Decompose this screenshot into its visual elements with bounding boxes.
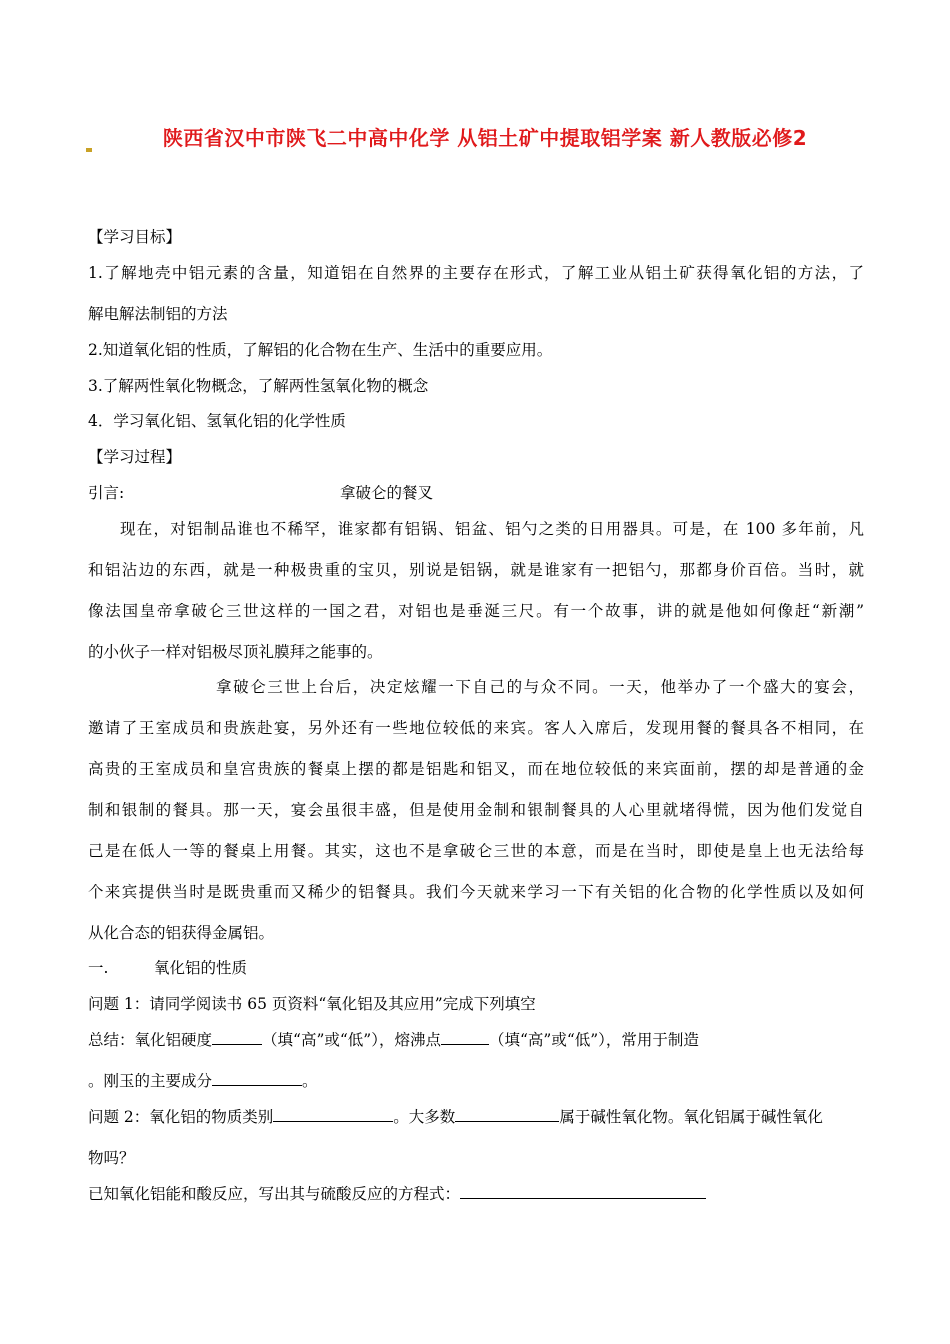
story-para2-line-3: 高贵的王室成员和皇宫贵族的餐桌上摆的都是铝匙和铝叉，而在地位较低的来宾面前，摆的却是普通的金 [88,760,864,778]
question-2-line-1 [88,1106,864,1128]
acid-reaction-line [88,1183,864,1205]
corundum-line [88,1070,864,1092]
objective-line-2: 解电解法制铝的方法 [88,305,228,323]
objective-line-3: 2.知道氧化铝的性质，了解铝的化合物在生产、生活中的重要应用。 [88,341,553,359]
category-blank[interactable] [273,1106,393,1122]
process-heading: 【学习过程】 [88,448,182,466]
intro-label: 引言: [88,484,125,502]
section1-heading [88,957,864,979]
melting-point-blank[interactable] [441,1029,489,1045]
story-para2-line-7: 从化合态的铝获得金属铝。 [88,924,275,942]
q2-text-a: 问题 2：氧化铝的物质类别 [88,1108,274,1126]
story-para2-line-1: 拿破仑三世上台后，决定炫耀一下自己的与众不同。一天，他举办了一个盛大的宴会， [216,678,864,696]
corundum-text-a: 。刚玉的主要成分 [88,1072,213,1090]
story-para1-line-1: 现在，对铝制品谁也不稀罕，谁家都有铝锅、铝盆、铝勺之类的日用器具。可是，在 100 多年前，凡 [120,520,864,538]
objective-line-4: 3.了解两性氧化物概念，了解两性氢氧化物的概念 [88,377,429,395]
equation-blank[interactable] [460,1183,706,1199]
objective-line-5: 4．学习氧化铝、氢氧化铝的化学性质 [88,412,346,430]
corundum-text-b: 。 [302,1072,318,1090]
story-para1-line-4: 的小伙子一样对铝极尽顶礼膜拜之能事的。 [88,643,383,661]
document-title: 陕西省汉中市陕飞二中高中化学 从铝土矿中提取铝学案 新人教版必修2 [162,126,808,150]
corundum-blank[interactable] [212,1070,302,1086]
majority-blank[interactable] [455,1106,559,1122]
objective-line-1: 1.了解地壳中铝元素的含量，知道铝在自然界的主要存在形式，了解工业从铝土矿获得氧化铝的方法，了 [88,264,864,282]
question-2-line-2: 物吗？ [88,1149,135,1167]
story-para2-line-6: 个来宾提供当时是既贵重而又稀少的铝餐具。我们今天就来学习一下有关铝的化合物的化学性质以及如何 [88,883,864,901]
story-para2-line-2: 邀请了王室成员和贵族赴宴，另外还有一些地位较低的来宾。客人入席后，发现用餐的餐具各不相同，在 [88,719,864,737]
q2-text-b: 。大多数 [393,1108,456,1126]
story-para1-line-3: 像法国皇帝拿破仑三世这样的一国之君，对铝也是垂涎三尺。有一个故事，讲的就是他如何像赶“新潮” [88,602,864,620]
intro-line [88,482,864,504]
story-para1-line-2: 和铝沾边的东西，就是一种极贵重的宝贝，别说是铝锅，就是谁家有一把铝勺，那都身价百倍。当时，就 [88,561,864,579]
story-para2-line-5: 己是在低人一等的餐桌上用餐。其实，这也不是拿破仑三世的本意，而是在当时，即使是皇上也无法给每 [88,842,864,860]
summary-text-a: 总结：氧化铝硬度 [88,1031,213,1049]
objectives-heading: 【学习目标】 [88,228,182,246]
hardness-blank[interactable] [212,1029,262,1045]
acid-reaction-prompt: 已知氧化铝能和酸反应，写出其与硫酸反应的方程式： [88,1185,461,1203]
section1-number: 一. [88,959,109,977]
intro-title: 拿破仑的餐叉 [340,484,434,502]
summary-line [88,1029,864,1051]
summary-text-c: （填“高”或“低”），常用于制造 [488,1031,699,1049]
question-1: 问题 1：请同学阅读书 65 页资料“氧化铝及其应用”完成下列填空 [88,995,536,1013]
section1-title: 氧化铝的性质 [154,959,248,977]
story-para2-line-4: 制和银制的餐具。那一天，宴会虽很丰盛，但是使用金制和银制餐具的人心里就堵得慌，因为他们发觉自 [88,801,864,819]
q2-text-c: 属于碱性氧化物。氧化铝属于碱性氧化 [559,1108,823,1126]
summary-text-b: （填“高”或“低”），熔沸点 [262,1031,441,1049]
